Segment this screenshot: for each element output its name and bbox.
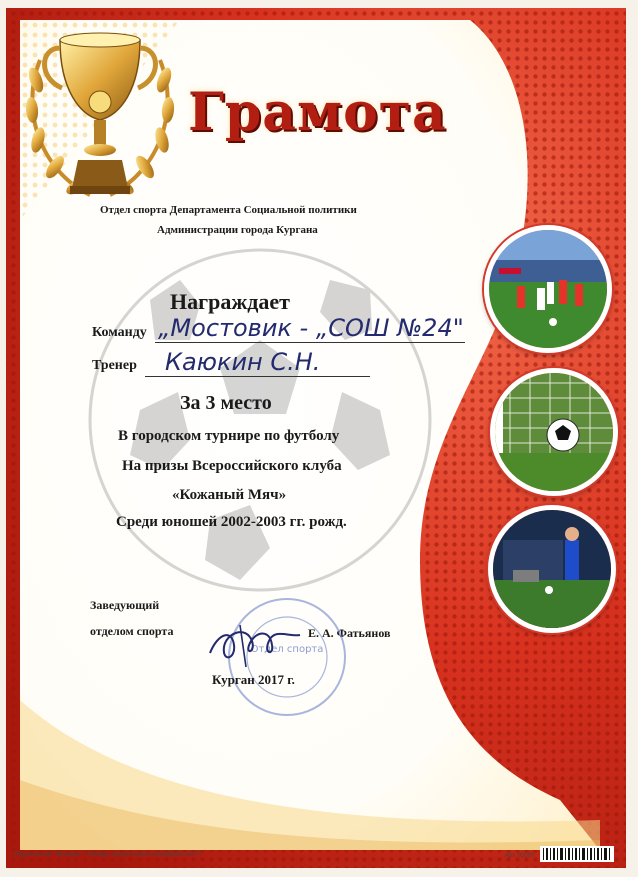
- coach-value-handwritten: Каюкин С.Н.: [165, 348, 321, 376]
- photo-ball-in-goal: [490, 368, 618, 496]
- place-awarded: За 3 место: [180, 392, 272, 414]
- issuer-line-2: Администрации города Кургана: [157, 224, 318, 236]
- description-line-2: На призы Всероссийского клуба: [122, 458, 342, 474]
- coach-underline: [145, 376, 370, 377]
- team-underline: [155, 342, 465, 343]
- photo-goalkeeper: [488, 505, 616, 633]
- stamp-text: Отдел спорта: [250, 644, 324, 655]
- signer-name: Е. А. Фатьянов: [308, 626, 391, 640]
- publisher-footer: Издательство "Фолиант" г. Москва, www.Foxcord.ru 8(495)987-43-77: [14, 852, 202, 858]
- photo-football-match: [484, 225, 612, 353]
- place-and-date: Курган 2017 г.: [212, 672, 295, 687]
- certificate-title: Грамота: [188, 82, 447, 143]
- signer-role-line-2: отделом спорта: [90, 624, 174, 638]
- issuer-line-1: Отдел спорта Департамента Социальной политики: [100, 204, 357, 216]
- description-line-4: Среди юношей 2002-2003 гг. рожд.: [116, 514, 347, 530]
- description-line-1: В городском турнире по футболу: [118, 428, 340, 444]
- handwritten-signature: [200, 615, 310, 675]
- description-line-3: «Кожаный Мяч»: [172, 487, 287, 503]
- team-label: Команду: [92, 325, 147, 340]
- awards-heading: Награждает: [170, 289, 290, 314]
- signer-role-line-1: Заведующий: [90, 598, 160, 612]
- team-value-handwritten: „Мостовик - „СОШ №24": [158, 314, 464, 342]
- article-number: Арт. 92057: [505, 853, 535, 859]
- barcode-icon: [540, 846, 614, 862]
- coach-label: Тренер: [92, 358, 137, 373]
